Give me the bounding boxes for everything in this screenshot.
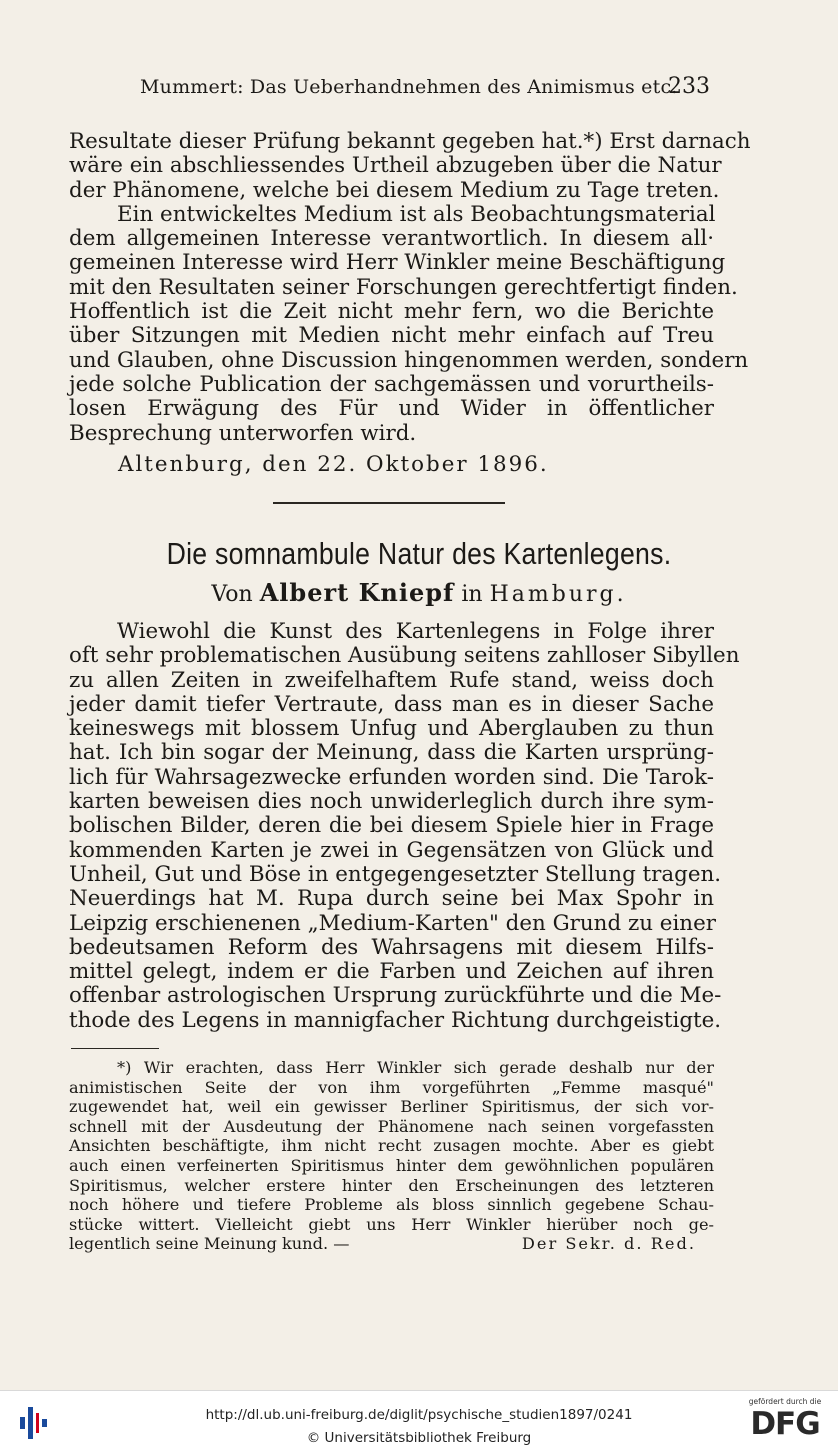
text-line: Neuerdings hat M. Rupa durch seine bei Max Spohr in [69,886,714,912]
text-line: der Phänomene, welche bei diesem Medium zu Tage treten. [69,177,720,203]
section-divider [273,502,505,504]
text-line: dem allgemeinen Interesse verantwortlich. In diesem all· [69,226,714,252]
footnote-divider [71,1048,159,1049]
text-line: über Sitzungen mit Medien nicht mehr einfach auf Treu [69,323,714,349]
footnote-line: Ansichten beschäftigte, ihm nicht recht zusagen mochte. Aber es giebt [69,1136,714,1156]
text-line: wäre ein abschliessendes Urtheil abzugeben über die Natur [69,153,722,179]
text-line: Wiewohl die Kunst des Kartenlegens in Folge ihrer [117,619,714,644]
page-number: 233 [668,74,710,99]
text-line: losen Erwägung des Für und Wider in öffentlicher [69,396,714,422]
dfg-wordmark: DFG [750,1406,820,1442]
footnote-line: zugewendet hat, weil ein gewisser Berliner Spiritismus, der sich vor- [69,1097,714,1117]
text-line: Ein entwickeltes Medium ist als Beobachtungsmaterial [117,201,716,227]
footnote-line: legentlich seine Meinung kund. — [69,1234,350,1254]
byline-in: in [461,582,483,607]
footnote-line: stücke wittert. Vielleicht giebt uns Herr Winkler hierüber noch ge- [69,1214,714,1234]
dfg-logo [742,1397,828,1449]
text-line: mit den Resultaten seiner Forschungen gerechtfertigt finden. [69,274,738,300]
text-line: bolischen Bilder, deren die bei diesem Spiele hier in Frage [69,813,714,839]
text-line: thode des Legens in mannigfacher Richtung durchgeistigte. [69,1007,722,1033]
text-line: jeder damit tiefer Vertraute, dass man es in dieser Sache [69,691,714,717]
text-line: Hoffentlich ist die Zeit nicht mehr fern, wo die Berichte [69,299,714,325]
text-line: karten beweisen dies noch unwiderleglich durch ihre sym- [69,789,714,815]
running-header [140,76,710,104]
author-place: Hamburg. [489,582,627,607]
footnote-line: Spiritismus, welcher erstere hinter den Erscheinungen des letzteren [69,1175,714,1195]
byline [0,578,838,607]
text-line: zu allen Zeiten in zweifelhaftem Rufe stand, weiss doch [69,667,714,693]
text-line: mittel gelegt, indem er die Farben und Zeichen auf ihren [69,959,714,985]
text-line: Besprechung unterworfen wird. [69,420,417,446]
date-line: Altenburg, den 22. Oktober 1896. [118,452,549,477]
running-title: Mummert: Das Ueberhandnehmen des Animismus etc. [140,76,678,98]
text-line: bedeutsamen Reform des Wahrsagens mit diesem Hilfs- [69,934,714,960]
text-line: und Glauben, ohne Discussion hingenommen werden, sondern [69,347,749,373]
text-line: keineswegs mit blossem Unfug und Aberglauben zu thun [69,716,714,742]
footnote-signature: Der Sekr. d. Red. [521,1234,696,1254]
byline-von: Von [211,582,253,607]
footnote-line: schnell mit der Ausdeutung der Phänomene nach seinen vorgefassten [69,1116,714,1136]
page-permalink[interactable]: http://dl.ub.uni-freiburg.de/diglit/psychische_studien1897/0241 [205,1407,633,1423]
text-line: Resultate dieser Prüfung bekannt gegeben hat.*) Erst darnach [69,129,751,154]
text-line: offenbar astrologischen Ursprung zurückführte und die Me- [69,983,722,1009]
text-line: Leipzig erschienenen „Medium-Karten" den Grund zu einer [69,910,716,936]
paragraph-continued [69,129,751,446]
copyright-notice: © Universitätsbibliothek Freiburg [306,1430,532,1446]
article-body [69,619,740,1033]
text-line: Unheil, Gut und Böse in entgegengesetzter Stellung tragen. [69,861,722,887]
footnote-line: animistischen Seite der von ihm vorgeführten „Femme masqué" [69,1077,714,1097]
footnote-line: noch höhere und tiefere Probleme als bloss sinnlich gegebene Schau- [69,1195,714,1215]
footnote-last-row [69,1234,696,1254]
article-title: Die somnambule Natur des Kartenlegens. [166,536,672,571]
text-line: oft sehr problematischen Ausübung seitens zahlloser Sibyllen [69,643,740,669]
text-line: hat. Ich bin sogar der Meinung, dass die Karten ursprüng- [69,740,714,766]
author-name: Albert Kniepf [259,578,455,607]
text-line: gemeinen Interesse wird Herr Winkler meine Beschäftigung [69,250,726,276]
footnote [69,1058,714,1254]
text-line: lich für Wahrsagezwecke erfunden worden sind. Die Tarok- [69,764,714,790]
text-line: kommenden Karten je zwei in Gegensätzen von Glück und [69,837,714,863]
viewer-footer [0,1390,838,1453]
dfg-caption: gefördert durch die [748,1397,822,1406]
footnote-line: *) Wir erachten, dass Herr Winkler sich gerade deshalb nur der [117,1058,714,1077]
footnote-line: auch einen verfeinerten Spiritismus hinter dem gewöhnlichen populären [69,1155,714,1175]
text-line: jede solche Publication der sachgemässen und vorurtheils- [69,371,714,397]
